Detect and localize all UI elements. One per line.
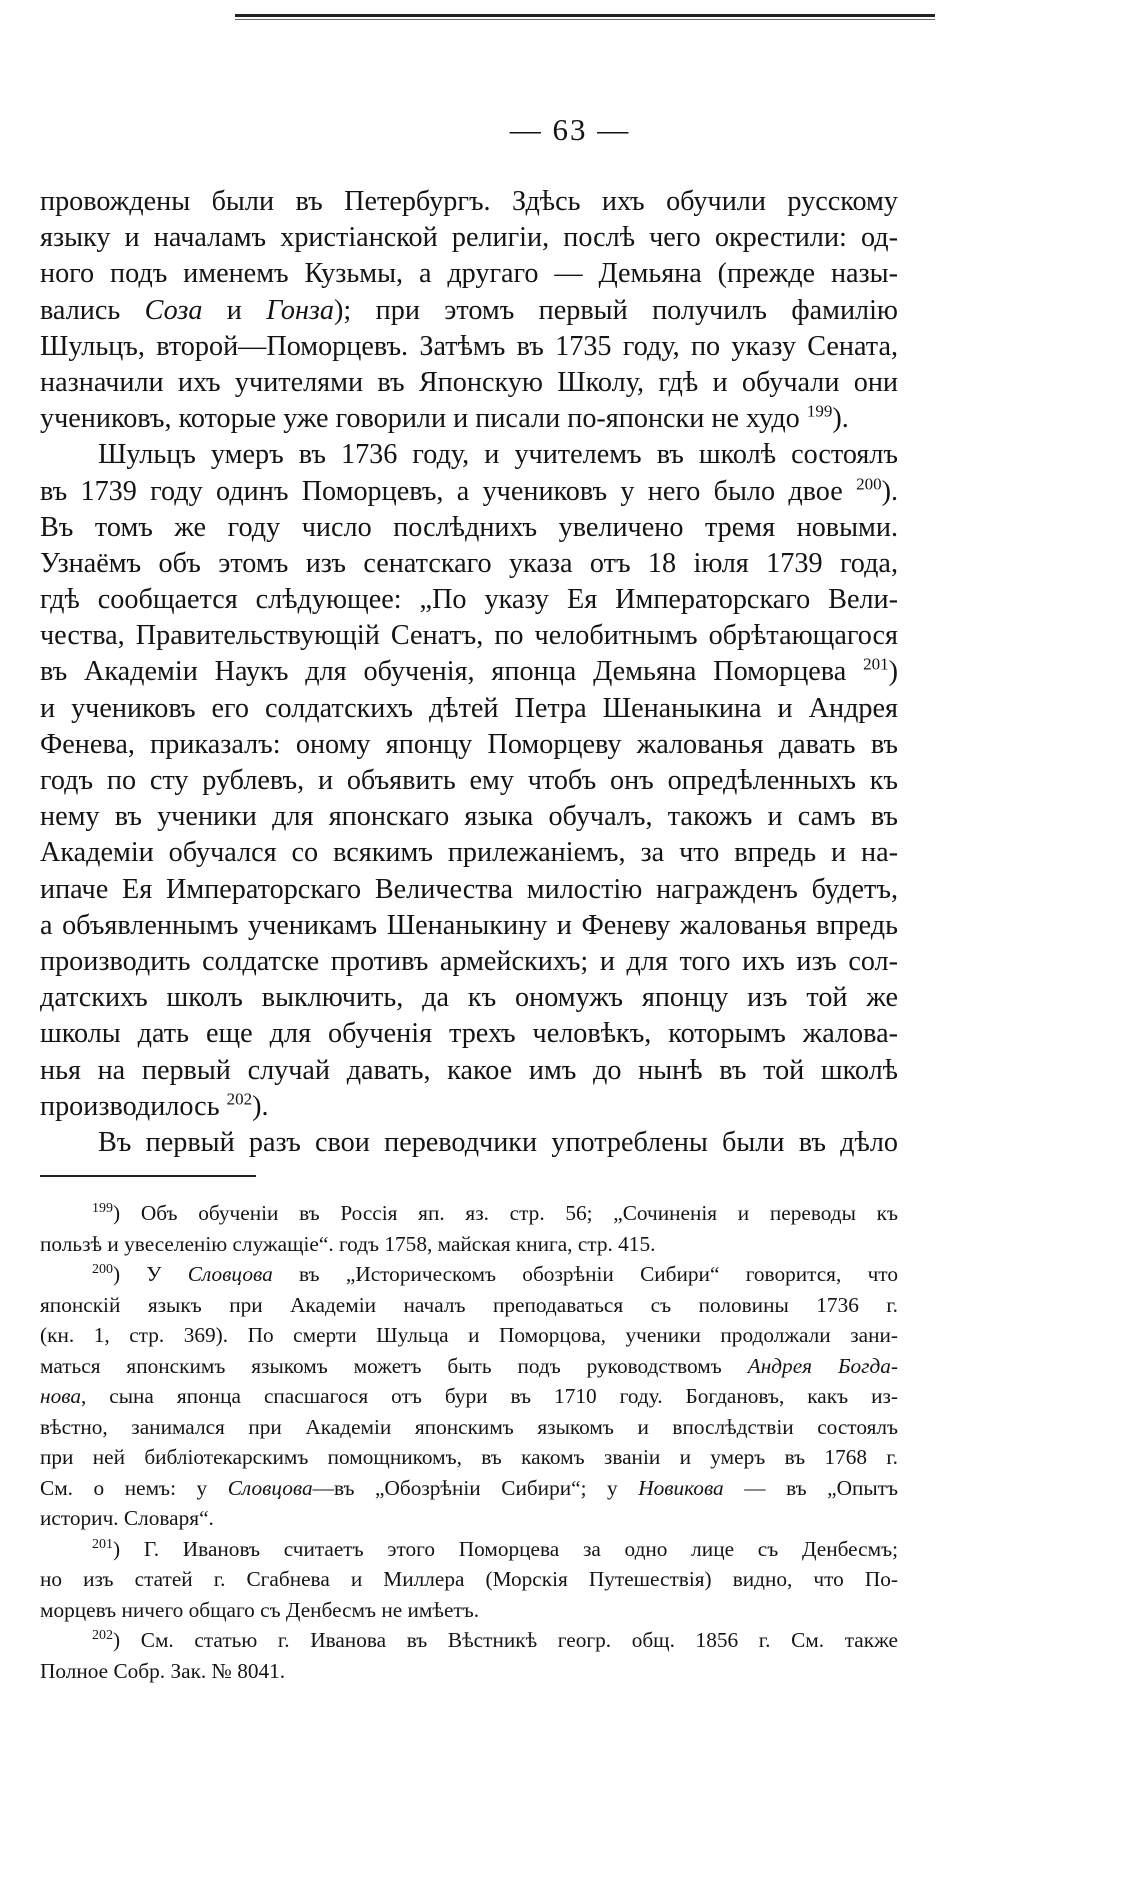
top-rule-thin xyxy=(235,19,935,20)
name-bogdanov-cont: нова xyxy=(40,1384,81,1408)
footnote-number: 199 xyxy=(92,1200,113,1216)
text-fragment: учениковъ, которые уже говорили и писали по-японски не худо xyxy=(40,403,800,435)
footnote-ref-201[interactable]: 201 xyxy=(863,655,889,675)
footnote-ref-199[interactable]: 199 xyxy=(806,401,833,421)
footnotes xyxy=(40,1198,898,1686)
body-line xyxy=(40,293,898,329)
text-fragment: въ 1739 году одинъ Поморцевъ, а учениковъ у него было двое xyxy=(40,475,843,507)
body-line: чества, Правительствующій Сенатъ, по челобитнымъ обрѣтающагося xyxy=(40,620,898,652)
footnote-text: , сына японца спасшагося отъ бури въ 1710 году. Богдановъ, какъ из- xyxy=(80,1384,898,1408)
footnote-line: (кн. 1, стр. 369). По смерти Шульца и Поморцова, ученики продолжали зани- xyxy=(40,1323,898,1347)
body-line: школы дать еще для обученія трехъ человѣкъ, которымъ жалова- xyxy=(40,1018,898,1050)
footnote-ref-200[interactable]: 200 xyxy=(856,474,882,494)
body-line: назначили ихъ учителями въ Японскую Школу, гдѣ и обучали они xyxy=(40,366,898,398)
footnote-200: $^{200}$) У Словцова въ „Историческомъ обозрѣніи Сибири“ говорится, что xyxy=(92,1261,898,1286)
body-line: Академіи обучался со всякимъ прилежаніемъ, за что впредь и на- xyxy=(40,837,898,869)
body-line: ипаче Ея Императорскаго Величества милостію награжденъ будетъ, xyxy=(40,873,898,905)
footnote-line: вѣстно, занимался при Академіи японскимъ языкомъ и впослѣдствіи состоялъ xyxy=(40,1414,898,1439)
text-fragment: вались xyxy=(40,294,145,326)
footnote-text: въ „Историческомъ обозрѣніи Сибири“ говорится, что xyxy=(299,1262,898,1286)
body-line: Шульцъ, второй—Поморцевъ. Затѣмъ въ 1735 году, по указу Сената, xyxy=(40,330,898,362)
footnote-line: при ней библіотекарскимъ помощникомъ, въ какомъ званіи и умеръ въ 1768 г. xyxy=(40,1445,898,1469)
top-rule xyxy=(235,14,935,17)
footnote-201: $^{201}$) Г. Ивановъ считаетъ этого Поморцева за одно лице съ Денбесмъ; xyxy=(92,1536,898,1561)
footnote-number: 202 xyxy=(92,1627,113,1643)
text-fragment: производилось xyxy=(40,1090,220,1122)
footnote-line xyxy=(40,1473,898,1504)
footnote-ref-202[interactable]: 202 xyxy=(226,1089,253,1109)
body-line: языку и началамъ христіанской религіи, послѣ чего окрестили: од- xyxy=(40,222,898,254)
body-text xyxy=(40,184,898,1161)
body-line: Въ первый разъ свои переводчики употреблены были въ дѣло xyxy=(98,1126,898,1158)
author-novikov: Новикова xyxy=(638,1475,724,1500)
footnote-text: См. статью г. Иванова въ Вѣстникѣ геогр. общ. 1856 г. См. также xyxy=(140,1628,898,1652)
footnote-line: но изъ статей г. Сгабнева и Миллера (Морскія Путешествія) видно, что По- xyxy=(40,1567,898,1591)
body-line: учениковъ, которые уже говорили и писали по-японски не худо $^{199}$). xyxy=(40,401,849,435)
body-line: а объявленнымъ ученикамъ Шенаныкину и Феневу жалованья впредь xyxy=(40,909,898,941)
body-line: нья на первый случай давать, какое имъ до нынѣ въ той школѣ xyxy=(40,1054,898,1086)
footnote-202: $^{202}$) См. статью г. Иванова въ Вѣстникѣ геогр. общ. 1856 г. См. также xyxy=(92,1627,898,1652)
body-line: ного подъ именемъ Кузьмы, а другаго — Демьяна (прежде назы- xyxy=(40,258,898,290)
footnote-text: — въ „Опытъ xyxy=(744,1475,899,1500)
footnote-text: —въ „Обозрѣніи Сибири“; у xyxy=(312,1475,618,1500)
name-gonza: Гонза xyxy=(266,294,335,326)
footnote-line: японскій языкъ при Академіи началъ преподаваться съ половины 1736 г. xyxy=(40,1292,898,1317)
footnote-line xyxy=(40,1351,898,1382)
body-line: датскихъ школъ выключить, да къ ономужъ японцу изъ той же xyxy=(40,982,898,1014)
text-fragment: ); при этомъ первый получилъ фамилію xyxy=(334,294,898,326)
text-fragment: въ Академіи Наукъ для обученія, японца Демьяна Поморцева xyxy=(40,656,847,688)
footnote-199: $^{199}$) Объ обученіи въ Россія яп. яз. стр. 56; „Сочиненія и переводы къ xyxy=(92,1200,899,1225)
body-line: производилось $^{202}$). xyxy=(40,1089,269,1122)
body-line: Фенева, приказалъ: оному японцу Поморцеву жалованья давать въ xyxy=(40,728,898,760)
footnote-line xyxy=(40,1381,898,1412)
body-line: нему въ ученики для японскаго языка обучалъ, такожъ и самъ въ xyxy=(40,801,898,833)
footnote-text: маться японскимъ языкомъ можетъ быть подъ руководствомъ xyxy=(40,1353,722,1378)
body-line: Въ томъ же году число послѣднихъ увеличено тремя новыми. xyxy=(40,511,898,543)
body-line: провождены были въ Петербургъ. Здѣсь ихъ обучили русскому xyxy=(40,186,898,217)
footnote-rule xyxy=(40,1175,256,1177)
body-line: и учениковъ его солдатскихъ дѣтей Петра Шенаныкина и Андрея xyxy=(40,692,898,724)
page-number: — 63 — xyxy=(509,112,631,147)
footnote-text: Г. Ивановъ считаетъ этого Поморцева за одно лице съ Денбесмъ; xyxy=(143,1536,898,1561)
footnote-number: 200 xyxy=(92,1261,113,1277)
body-line: производить солдатске противъ армейскихъ; и для того ихъ изъ сол- xyxy=(40,945,898,977)
body-line: въ 1739 году одинъ Поморцевъ, а учениковъ у него было двое $^{200}$). xyxy=(40,474,898,507)
name-bogdanov: Андрея Богда- xyxy=(747,1353,898,1378)
footnote-number: 201 xyxy=(92,1536,113,1552)
body-line: гдѣ сообщается слѣдующее: „По указу Ея Императорскаго Вели- xyxy=(40,584,898,616)
body-line: Шульцъ умеръ въ 1736 году, и учителемъ въ школѣ состоялъ xyxy=(98,439,898,471)
footnote-line: Полное Собр. Зак. № 8041. xyxy=(40,1658,286,1683)
footnote-line: морцевъ ничего общаго съ Денбесмъ не имѣетъ. xyxy=(40,1597,480,1622)
footnote-text: Объ обученіи въ Россія яп. яз. стр. 56; „Сочиненія и переводы къ xyxy=(140,1201,899,1225)
body-line: Узнаёмъ объ этомъ изъ сенатскаго указа отъ 18 іюля 1739 года, xyxy=(40,547,898,579)
footnote-line: пользѣ и увеселенію служащіе“. годъ 1758, майская книга, стр. 415. xyxy=(40,1231,656,1256)
body-line: годъ по сту рублевъ, и объявить ему чтобъ онъ опредѣленныхъ къ xyxy=(40,765,898,796)
author-slovtsov: Словцова xyxy=(187,1262,273,1286)
footnote-line: историч. Словаря“. xyxy=(40,1506,214,1530)
footnote-text: У xyxy=(146,1262,162,1286)
name-soza: Соза xyxy=(144,294,203,326)
author-slovtsov: Словцова xyxy=(227,1475,313,1500)
text-fragment: и xyxy=(202,294,267,326)
footnote-text: См. о немъ: у xyxy=(40,1475,208,1500)
body-line: въ Академіи Наукъ для обученія, японца Демьяна Поморцева $^{201}$) xyxy=(40,655,899,688)
